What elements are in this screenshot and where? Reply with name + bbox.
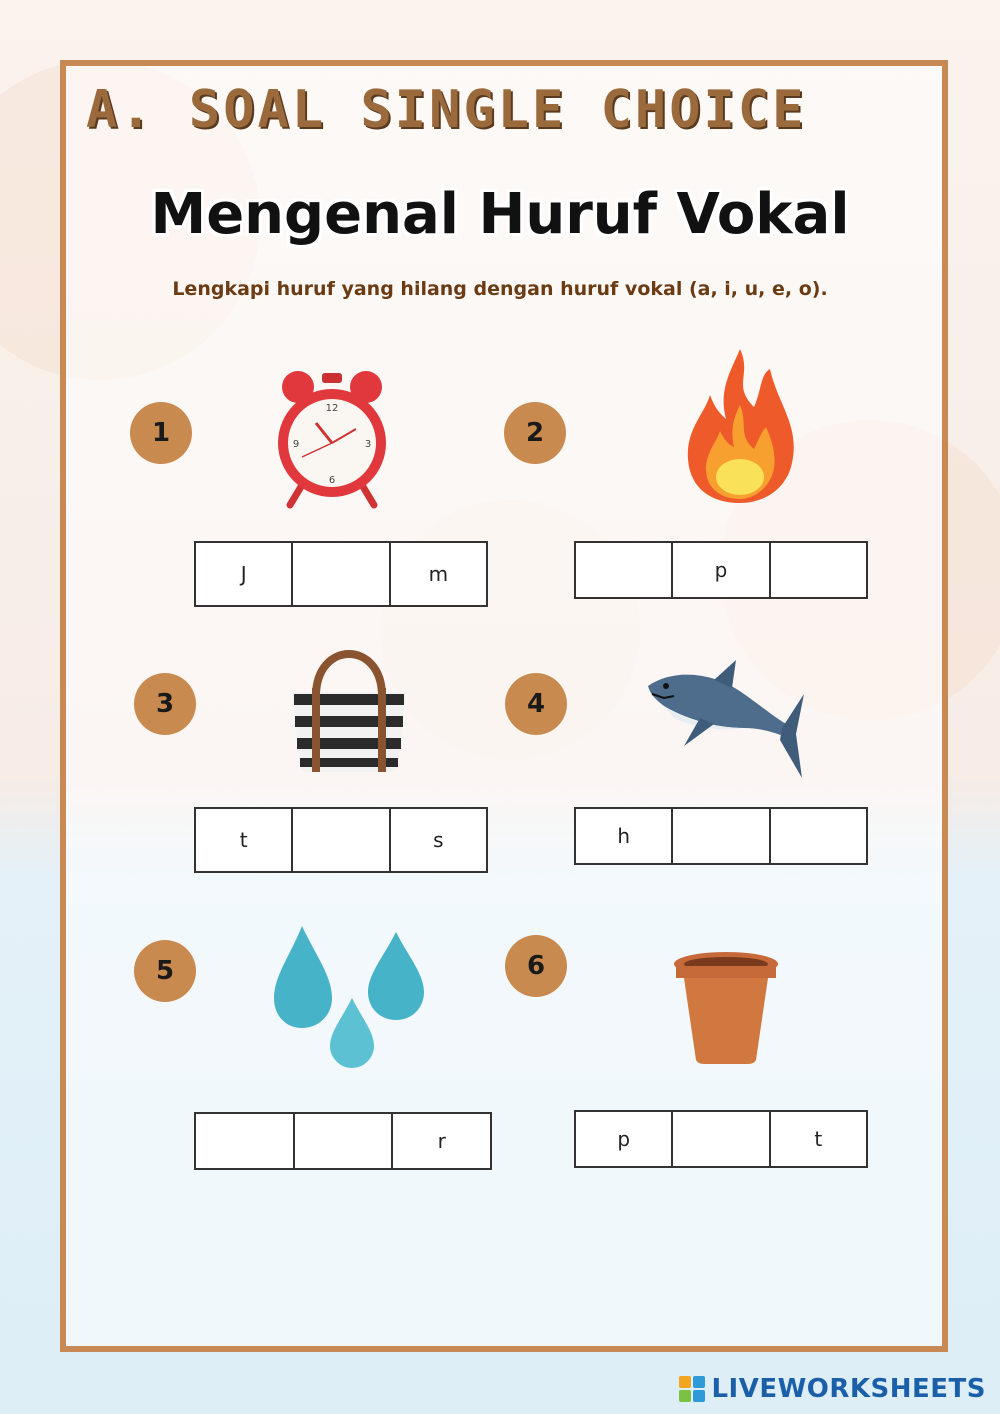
instruction-text: Lengkapi huruf yang hilang dengan huruf vokal (a, i, u, e, o). <box>172 278 828 300</box>
answer-row <box>194 807 488 873</box>
answer-cell: t <box>814 1127 823 1151</box>
liveworksheets-logo[interactable] <box>679 1374 986 1404</box>
answer-input-cell[interactable] <box>771 543 866 597</box>
answer-row <box>574 541 868 599</box>
section-title: A. SOAL SINGLE CHOICE <box>86 80 807 140</box>
answer-input-cell[interactable] <box>771 809 866 863</box>
logo-mark-icon <box>679 1376 705 1402</box>
question-number-badge: 2 <box>504 402 566 464</box>
answer-row <box>574 807 868 865</box>
main-title: Mengenal Huruf Vokal <box>150 182 850 247</box>
answer-row <box>194 1112 492 1170</box>
answer-cell: r <box>437 1129 446 1153</box>
answer-row <box>574 1110 868 1168</box>
answer-cell: h <box>576 809 673 863</box>
bag-icon <box>282 632 416 774</box>
answer-cell: J <box>196 543 293 605</box>
flower-pot-icon <box>672 950 780 1064</box>
answer-input-cell[interactable] <box>196 1114 295 1168</box>
alarm-clock-icon <box>272 365 392 510</box>
answer-cell: t <box>196 809 293 871</box>
answer-cell: p <box>673 543 770 597</box>
answer-input-cell[interactable] <box>673 809 770 863</box>
brand-name: LIVEWORKSHEETS <box>711 1374 986 1404</box>
svg-text:3: 3 <box>364 439 372 450</box>
water-drops-icon <box>272 924 428 1070</box>
svg-text:6: 6 <box>328 475 336 486</box>
answer-row <box>194 541 488 607</box>
question-number-badge: 1 <box>130 402 192 464</box>
answer-input-cell[interactable] <box>295 1114 394 1168</box>
answer-cell: s <box>433 828 444 852</box>
question-number-badge: 6 <box>505 935 567 997</box>
answer-input-cell[interactable] <box>576 543 673 597</box>
answer-input-cell[interactable] <box>673 1112 770 1166</box>
answer-input-cell[interactable] <box>293 543 390 605</box>
shark-icon <box>644 658 808 796</box>
question-number-badge: 3 <box>134 673 196 735</box>
svg-text:12: 12 <box>325 403 339 414</box>
answer-cell: p <box>576 1112 673 1166</box>
question-number-badge: 5 <box>134 940 196 1002</box>
question-number-badge: 4 <box>505 673 567 735</box>
answer-cell: m <box>428 562 449 586</box>
svg-text:9: 9 <box>292 439 300 450</box>
fire-icon <box>682 345 800 505</box>
answer-input-cell[interactable] <box>293 809 390 871</box>
